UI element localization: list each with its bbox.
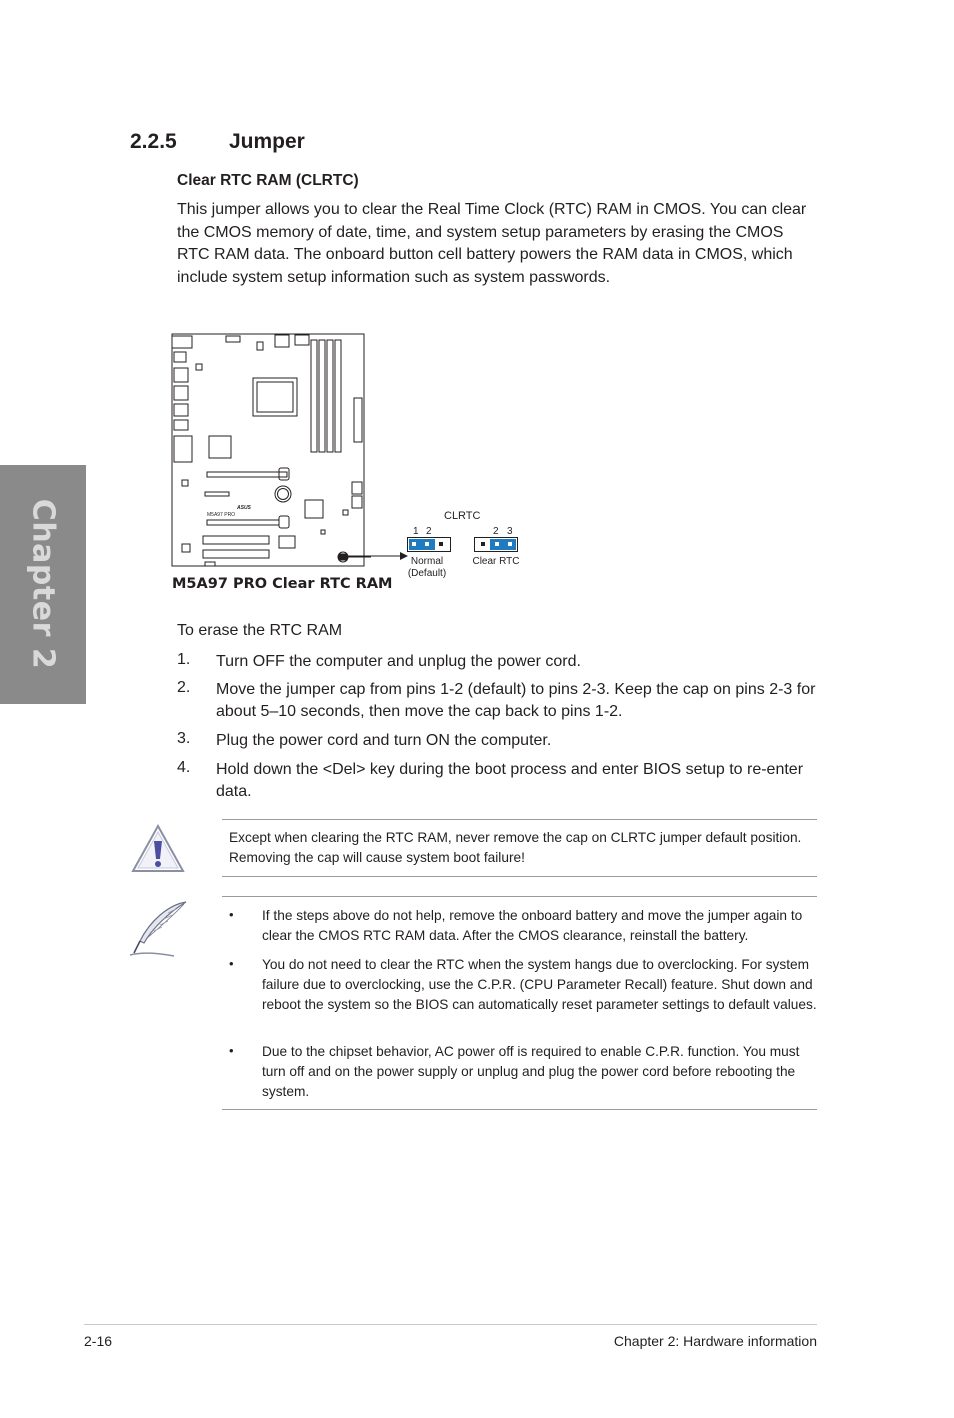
warning-text: Except when clearing the RTC RAM, never remove the cap on CLRTC jumper default position. Removing the cap will cause system boot failure! <box>229 830 802 865</box>
note-item: If the steps above do not help, remove the onboard battery and move the jumper again to clear the CMOS RTC RAM data. After the CMOS clearance, reinstall the battery. <box>262 908 803 943</box>
step-text: Turn OFF the computer and unplug the power cord. <box>216 653 581 670</box>
jumper-clear-setting <box>474 537 518 552</box>
note-bullet: • <box>229 1043 234 1058</box>
motherboard-diagram <box>171 332 371 572</box>
jumper-normal-setting <box>407 537 451 552</box>
figure-caption: M5A97 PRO Clear RTC RAM <box>172 576 393 592</box>
jumper-normal-sublabel: (Default) <box>407 568 447 579</box>
section-title: Jumper <box>229 130 305 153</box>
note-bullet: • <box>229 956 234 971</box>
pin-number: 2 <box>493 526 499 537</box>
subsection-heading: Clear RTC RAM (CLRTC) <box>177 172 359 189</box>
step-number: 2. <box>177 679 191 696</box>
step-text: Plug the power cord and turn ON the computer. <box>216 732 552 749</box>
pin-number: 1 <box>413 526 419 537</box>
pin-number: 3 <box>507 526 513 537</box>
warning-bottom-rule <box>222 876 817 877</box>
note-bullet: • <box>229 907 234 922</box>
note-item: Due to the chipset behavior, AC power off is required to enable C.P.R. function. You must turn off and on the power supply or unplug and plug the power cord before rebooting the system. <box>262 1044 800 1099</box>
notes-bottom-rule <box>222 1109 817 1110</box>
note-item: You do not need to clear the RTC when the system hangs due to overclocking. For system failure due to overclocking, use the C.P.R. (CPU Parameter Recall) feature. Shut down and reboot the system so the BIOS can automatically reset parameter settings to default values. <box>262 957 817 1012</box>
step-number: 4. <box>177 759 191 776</box>
subsection-paragraph: This jumper allows you to clear the Real Time Clock (RTC) RAM in CMOS. You can clear the CMOS memory of date, time, and system setup parameters by erasing the CMOS RTC RAM data. The onboard button cell battery powers the RAM data in CMOS, which include system setup information such as system passwords. <box>177 201 807 286</box>
jumper-normal-label: Normal <box>410 556 444 567</box>
board-logo: ASUS <box>237 505 251 511</box>
footer-rule <box>84 1324 817 1325</box>
pin-number: 2 <box>426 526 432 537</box>
step-text: Hold down the <Del> key during the boot process and enter BIOS setup to re-enter data. <box>216 761 804 800</box>
section-number: 2.2.5 <box>130 130 177 153</box>
procedure-intro: To erase the RTC RAM <box>177 622 343 639</box>
step-number: 1. <box>177 651 191 668</box>
page-number: 2-16 <box>84 1333 113 1349</box>
chapter-tab <box>0 465 86 704</box>
chapter-tab-label: Chapter 2 <box>25 498 61 670</box>
footer-chapter-title: Chapter 2: Hardware information <box>613 1333 817 1349</box>
board-model-label: M5A97 PRO <box>207 512 236 518</box>
warning-icon <box>130 823 186 875</box>
notes-top-rule <box>222 896 817 897</box>
warning-top-rule <box>222 819 817 820</box>
step-text: Move the jumper cap from pins 1-2 (default) to pins 2-3. Keep the cap on pins 2-3 for about 5–10 seconds, then move the cap back to pins 1-2. <box>216 681 816 720</box>
jumper-clear-label: Clear RTC <box>472 556 520 567</box>
step-number: 3. <box>177 730 191 747</box>
jumper-name: CLRTC <box>444 510 481 522</box>
quill-note-icon <box>128 899 190 959</box>
